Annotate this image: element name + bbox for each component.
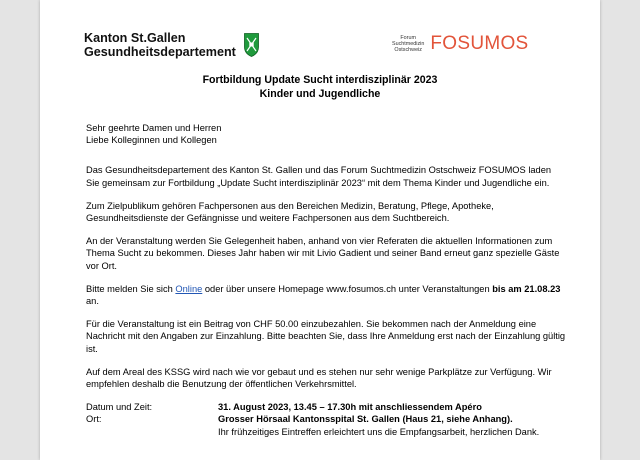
paragraph-parking: Auf dem Areal des KSSG wird nach wie vor gebaut und es stehen nur sehr wenige Parkplätze zur Verfügung. Wir empfehlen deshalb die Benutzung der öffentlichen Verkehrsmittel. xyxy=(86,366,552,390)
forum-suchtmedizin-text xyxy=(392,35,424,53)
title-line-2: Kinder und Jugendliche xyxy=(259,88,381,100)
salutation xyxy=(86,122,566,146)
org-line-2: Gesundheitsdepartement xyxy=(84,45,236,59)
place-value: Grosser Hörsaal Kantonsspital St. Gallen (Haus 21, siehe Anhang). xyxy=(218,414,513,425)
forum-line-3: Ostschweiz xyxy=(394,47,422,53)
org-line-1: Kanton St.Gallen xyxy=(84,31,186,45)
event-details xyxy=(86,401,566,438)
salutation-line-2: Liebe Kolleginnen und Kollegen xyxy=(86,135,217,146)
registration-text-middle: oder über unsere Homepage www.fosumos.ch unter Veranstaltungen xyxy=(202,283,493,294)
salutation-line-1: Sehr geehrte Damen und Herren xyxy=(86,123,222,133)
arrival-note: Ihr frühzeitiges Eintreffen erleichtert uns die Empfangsarbeit, herzlichen Dank. xyxy=(218,426,540,437)
paragraph-invitation: Das Gesundheitsdepartement des Kanton St. Gallen und das Forum Suchtmedizin Ostschweiz FOSUMOS laden Sie gemeinsam zur Fortbildung „Update Sucht interdisziplinär 2023“ mit dem Thema Kinder und Jugendliche ein. xyxy=(86,165,552,188)
letter-body xyxy=(86,122,566,438)
paragraph-program: An der Veranstaltung werden Sie Gelegenheit haben, anhand von vier Referaten die aktuellen Informationen zum Thema Sucht zu bekommen. Dieses Jahr haben wir mit Livio Gadient und seiner Band erneut ganz spezielle Gäste vor Ort. xyxy=(86,236,560,271)
document-title xyxy=(40,73,600,101)
paragraph-registration xyxy=(86,283,566,307)
paragraph-fee: Für die Veranstaltung ist ein Beitrag von CHF 50.00 einzubezahlen. Sie bekommen nach der Anmeldung eine Nachricht mit den Angaben zur Einzahlung. Bitte beachten Sie, dass Ihre Anmeldung erst nach der Einzahlung gültig ist. xyxy=(86,319,566,354)
title-line-1: Fortbildung Update Sucht interdisziplinär 2023 xyxy=(202,74,438,86)
forum-line-1: Forum xyxy=(400,35,416,41)
document-page xyxy=(40,0,600,460)
place-label: Ort: xyxy=(86,414,102,425)
registration-text-after: an. xyxy=(86,296,99,307)
registration-deadline: bis am 21.08.23 xyxy=(492,283,561,294)
date-value: 31. August 2023, 13.45 – 17.30h mit anschliessendem Apéro xyxy=(218,402,482,413)
kanton-logo xyxy=(84,31,259,59)
st-gallen-shield-icon xyxy=(244,33,259,57)
registration-text-before: Bitte melden Sie sich xyxy=(86,283,176,294)
forum-line-2: Suchtmedizin xyxy=(392,41,425,47)
paragraph-audience: Zum Zielpublikum gehören Fachpersonen aus den Bereichen Medizin, Beratung, Pflege, Apotheke, Gesundheitsdienste der Gefängnisse und weitere Fachpersonen aus dem Suchtbereich. xyxy=(86,200,494,224)
fosumos-logo xyxy=(392,33,529,55)
fosumos-wordmark: FOSUMOS xyxy=(430,33,529,54)
date-label: Datum und Zeit: xyxy=(86,402,153,413)
online-link[interactable]: Online xyxy=(175,283,203,294)
kanton-wordmark xyxy=(84,31,236,59)
